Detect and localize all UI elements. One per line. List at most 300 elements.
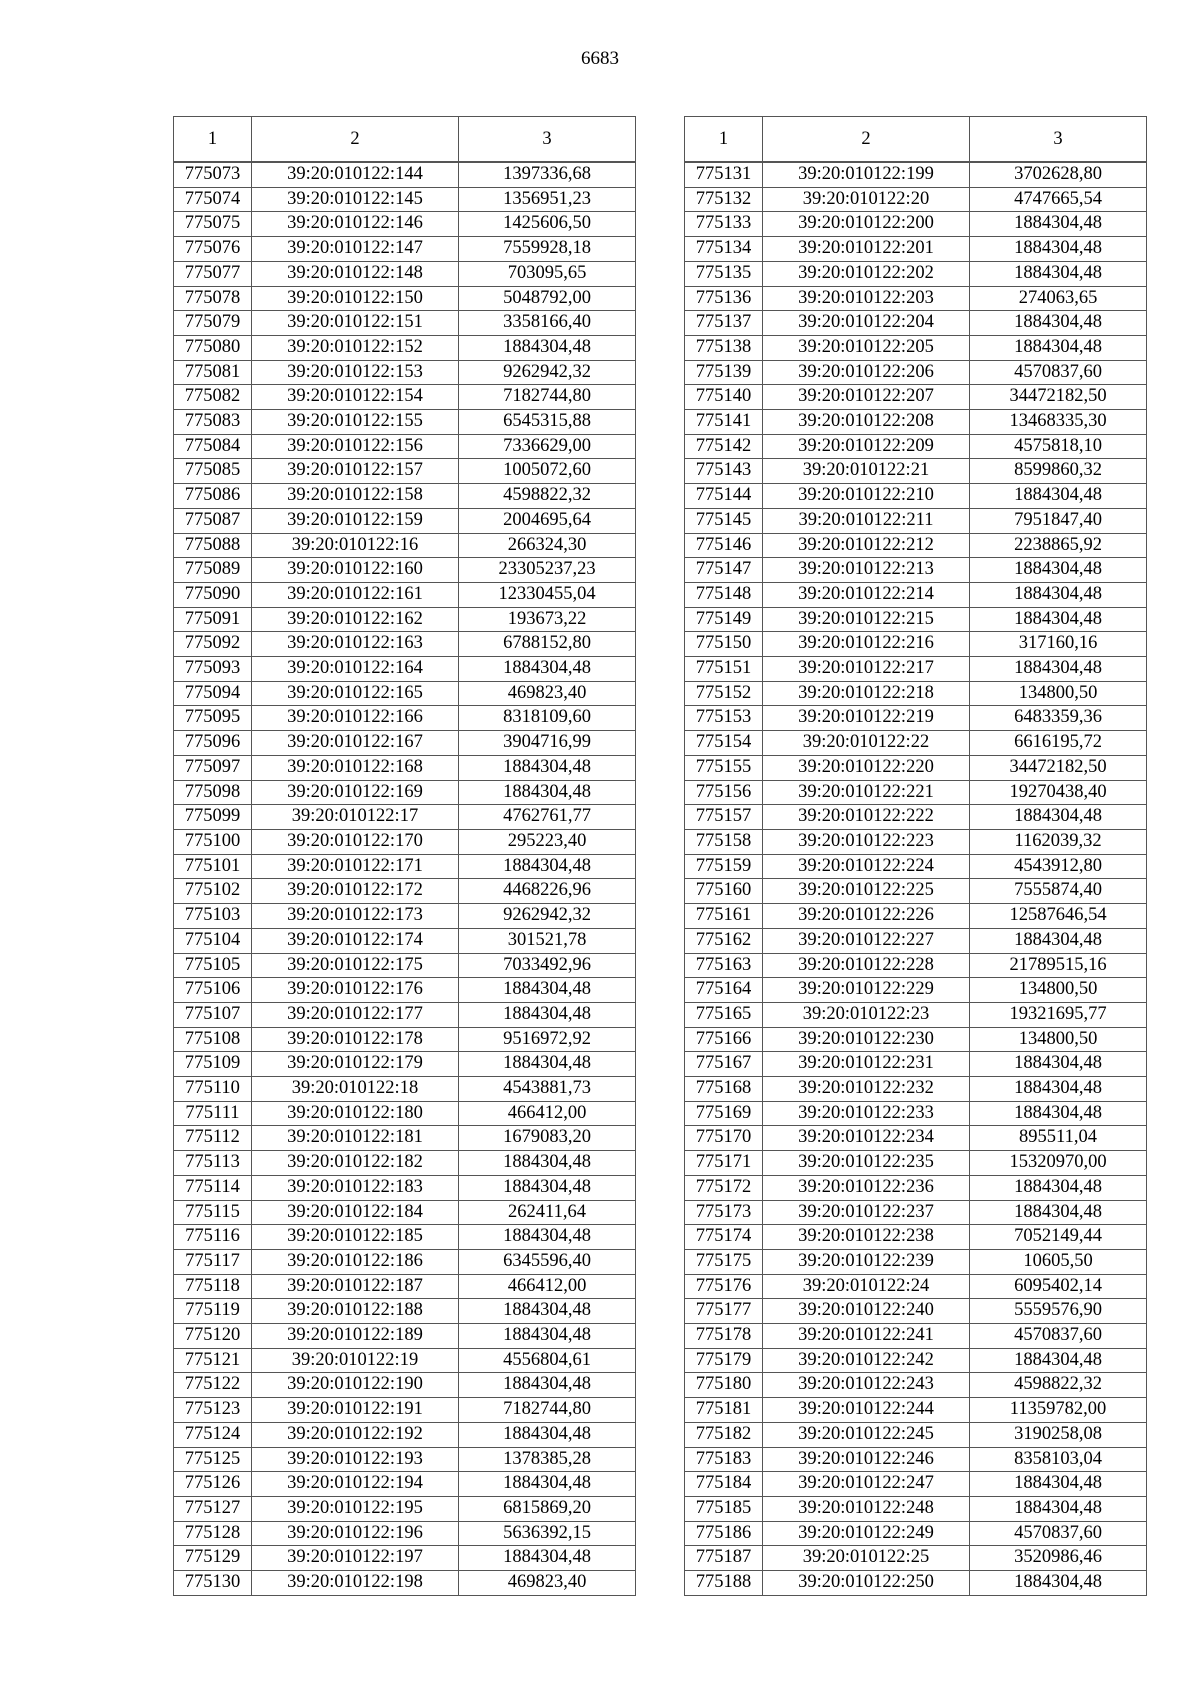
cadastral-number-cell: 39:20:010122:160 (252, 558, 459, 583)
value-cell: 1884304,48 (459, 1225, 636, 1250)
cadastral-number-cell: 39:20:010122:146 (252, 212, 459, 237)
table-row (174, 978, 636, 1003)
value-cell: 1884304,48 (970, 657, 1147, 682)
cadastral-number-cell: 39:20:010122:20 (763, 187, 970, 212)
cadastral-number-cell: 39:20:010122:158 (252, 484, 459, 509)
value-cell: 8318109,60 (459, 706, 636, 731)
cadastral-number-cell: 39:20:010122:236 (763, 1175, 970, 1200)
row-number-cell: 775140 (685, 385, 763, 410)
value-cell: 8358103,04 (970, 1447, 1147, 1472)
row-number-cell: 775099 (174, 805, 252, 830)
value-cell: 5559576,90 (970, 1299, 1147, 1324)
row-number-cell: 775107 (174, 1002, 252, 1027)
value-cell: 1679083,20 (459, 1126, 636, 1151)
row-number-cell: 775181 (685, 1398, 763, 1423)
row-number-cell: 775161 (685, 904, 763, 929)
row-number-cell: 775109 (174, 1052, 252, 1077)
value-cell: 1884304,48 (459, 1299, 636, 1324)
value-cell: 4570837,60 (970, 360, 1147, 385)
value-cell: 1884304,48 (970, 484, 1147, 509)
table-row (685, 385, 1147, 410)
row-number-cell: 775143 (685, 459, 763, 484)
table-row (685, 484, 1147, 509)
table-row (174, 1249, 636, 1274)
column-header: 2 (252, 117, 459, 163)
cadastral-number-cell: 39:20:010122:182 (252, 1151, 459, 1176)
value-cell: 1884304,48 (459, 1151, 636, 1176)
table-row (685, 953, 1147, 978)
cadastral-number-cell: 39:20:010122:154 (252, 385, 459, 410)
row-number-cell: 775091 (174, 607, 252, 632)
row-number-cell: 775081 (174, 360, 252, 385)
row-number-cell: 775184 (685, 1472, 763, 1497)
value-cell: 6788152,80 (459, 632, 636, 657)
row-number-cell: 775150 (685, 632, 763, 657)
table-row (685, 212, 1147, 237)
table-row (174, 1151, 636, 1176)
value-cell: 1884304,48 (459, 1546, 636, 1571)
table-row (174, 311, 636, 336)
cadastral-number-cell: 39:20:010122:17 (252, 805, 459, 830)
row-number-cell: 775138 (685, 335, 763, 360)
value-cell: 1884304,48 (459, 1052, 636, 1077)
value-cell: 1884304,48 (459, 780, 636, 805)
row-number-cell: 775120 (174, 1324, 252, 1349)
value-cell: 1162039,32 (970, 829, 1147, 854)
table-row (174, 286, 636, 311)
value-cell: 1884304,48 (970, 1348, 1147, 1373)
table-row (685, 1472, 1147, 1497)
value-cell: 1884304,48 (970, 1571, 1147, 1596)
table-row (174, 1496, 636, 1521)
row-number-cell: 775153 (685, 706, 763, 731)
cadastral-number-cell: 39:20:010122:22 (763, 731, 970, 756)
cadastral-number-cell: 39:20:010122:250 (763, 1571, 970, 1596)
table-row (174, 187, 636, 212)
table-row (685, 854, 1147, 879)
table-row (685, 1521, 1147, 1546)
row-number-cell: 775187 (685, 1546, 763, 1571)
table-row (174, 162, 636, 187)
value-cell: 262411,64 (459, 1200, 636, 1225)
row-number-cell: 775168 (685, 1077, 763, 1102)
table-row (685, 1546, 1147, 1571)
table-row (174, 360, 636, 385)
row-number-cell: 775170 (685, 1126, 763, 1151)
row-number-cell: 775087 (174, 508, 252, 533)
value-cell: 1884304,48 (459, 1373, 636, 1398)
row-number-cell: 775179 (685, 1348, 763, 1373)
row-number-cell: 775082 (174, 385, 252, 410)
value-cell: 9262942,32 (459, 360, 636, 385)
row-number-cell: 775137 (685, 311, 763, 336)
value-cell: 2238865,92 (970, 533, 1147, 558)
cadastral-number-cell: 39:20:010122:215 (763, 607, 970, 632)
row-number-cell: 775182 (685, 1422, 763, 1447)
row-number-cell: 775151 (685, 657, 763, 682)
value-cell: 295223,40 (459, 829, 636, 854)
column-header: 3 (459, 117, 636, 163)
value-cell: 1884304,48 (459, 1002, 636, 1027)
cadastral-number-cell: 39:20:010122:19 (252, 1348, 459, 1373)
value-cell: 7182744,80 (459, 385, 636, 410)
cadastral-number-cell: 39:20:010122:203 (763, 286, 970, 311)
row-number-cell: 775092 (174, 632, 252, 657)
row-number-cell: 775103 (174, 904, 252, 929)
row-number-cell: 775088 (174, 533, 252, 558)
value-cell: 4598822,32 (970, 1373, 1147, 1398)
row-number-cell: 775142 (685, 434, 763, 459)
value-cell: 3702628,80 (970, 162, 1147, 187)
row-number-cell: 775152 (685, 681, 763, 706)
row-number-cell: 775113 (174, 1151, 252, 1176)
table-row (685, 1200, 1147, 1225)
cadastral-number-cell: 39:20:010122:144 (252, 162, 459, 187)
table-row (685, 1225, 1147, 1250)
row-number-cell: 775095 (174, 706, 252, 731)
value-cell: 1884304,48 (970, 1496, 1147, 1521)
cadastral-number-cell: 39:20:010122:16 (252, 533, 459, 558)
value-cell: 1884304,48 (459, 1324, 636, 1349)
value-cell: 317160,16 (970, 632, 1147, 657)
value-cell: 1884304,48 (970, 335, 1147, 360)
value-cell: 6616195,72 (970, 731, 1147, 756)
value-cell: 3520986,46 (970, 1546, 1147, 1571)
value-cell: 6815869,20 (459, 1496, 636, 1521)
value-cell: 1884304,48 (970, 212, 1147, 237)
table-row (174, 1027, 636, 1052)
table-row (174, 1521, 636, 1546)
value-cell: 6345596,40 (459, 1249, 636, 1274)
cadastral-number-cell: 39:20:010122:185 (252, 1225, 459, 1250)
table-row (685, 582, 1147, 607)
row-number-cell: 775136 (685, 286, 763, 311)
table-row (685, 434, 1147, 459)
cadastral-number-cell: 39:20:010122:210 (763, 484, 970, 509)
cadastral-number-cell: 39:20:010122:169 (252, 780, 459, 805)
table-row (685, 657, 1147, 682)
table-row (685, 928, 1147, 953)
row-number-cell: 775159 (685, 854, 763, 879)
value-cell: 19270438,40 (970, 780, 1147, 805)
value-cell: 4570837,60 (970, 1521, 1147, 1546)
cadastral-number-cell: 39:20:010122:145 (252, 187, 459, 212)
cadastral-number-cell: 39:20:010122:162 (252, 607, 459, 632)
table-row (174, 755, 636, 780)
row-number-cell: 775133 (685, 212, 763, 237)
cadastral-number-cell: 39:20:010122:171 (252, 854, 459, 879)
cadastral-number-cell: 39:20:010122:235 (763, 1151, 970, 1176)
page-number: 6683 (581, 48, 619, 69)
row-number-cell: 775075 (174, 212, 252, 237)
row-number-cell: 775122 (174, 1373, 252, 1398)
row-number-cell: 775076 (174, 237, 252, 262)
row-number-cell: 775096 (174, 731, 252, 756)
table-row (174, 385, 636, 410)
table-row (685, 879, 1147, 904)
value-cell: 1884304,48 (970, 1200, 1147, 1225)
table-row (685, 1175, 1147, 1200)
table-row (685, 1447, 1147, 1472)
cadastral-number-cell: 39:20:010122:199 (763, 162, 970, 187)
cadastral-number-cell: 39:20:010122:207 (763, 385, 970, 410)
cadastral-number-cell: 39:20:010122:172 (252, 879, 459, 904)
cadastral-number-cell: 39:20:010122:148 (252, 261, 459, 286)
table-row (174, 484, 636, 509)
value-cell: 1884304,48 (970, 805, 1147, 830)
table-row (174, 928, 636, 953)
value-cell: 19321695,77 (970, 1002, 1147, 1027)
row-number-cell: 775116 (174, 1225, 252, 1250)
value-cell: 466412,00 (459, 1274, 636, 1299)
value-cell: 1884304,48 (970, 928, 1147, 953)
value-cell: 703095,65 (459, 261, 636, 286)
column-header: 2 (763, 117, 970, 163)
table-row (685, 1348, 1147, 1373)
table-row (174, 1274, 636, 1299)
cadastral-number-cell: 39:20:010122:219 (763, 706, 970, 731)
table-row (685, 632, 1147, 657)
row-number-cell: 775144 (685, 484, 763, 509)
table-row (685, 286, 1147, 311)
row-number-cell: 775177 (685, 1299, 763, 1324)
column-header: 1 (685, 117, 763, 163)
table-row (685, 410, 1147, 435)
cadastral-number-cell: 39:20:010122:244 (763, 1398, 970, 1423)
table-row (685, 755, 1147, 780)
table-row (685, 1027, 1147, 1052)
cadastral-number-cell: 39:20:010122:188 (252, 1299, 459, 1324)
cadastral-number-cell: 39:20:010122:217 (763, 657, 970, 682)
table-row (174, 805, 636, 830)
row-number-cell: 775174 (685, 1225, 763, 1250)
value-cell: 1884304,48 (970, 1472, 1147, 1497)
value-cell: 7555874,40 (970, 879, 1147, 904)
row-number-cell: 775130 (174, 1571, 252, 1596)
row-number-cell: 775166 (685, 1027, 763, 1052)
value-cell: 3904716,99 (459, 731, 636, 756)
cadastral-number-cell: 39:20:010122:201 (763, 237, 970, 262)
column-header: 3 (970, 117, 1147, 163)
table-row (685, 607, 1147, 632)
table-row (174, 657, 636, 682)
value-cell: 4543912,80 (970, 854, 1147, 879)
table-row (685, 1249, 1147, 1274)
row-number-cell: 775172 (685, 1175, 763, 1200)
value-cell: 6483359,36 (970, 706, 1147, 731)
cadastral-number-cell: 39:20:010122:206 (763, 360, 970, 385)
row-number-cell: 775118 (174, 1274, 252, 1299)
value-cell: 1884304,48 (459, 755, 636, 780)
value-cell: 1884304,48 (459, 335, 636, 360)
row-number-cell: 775171 (685, 1151, 763, 1176)
cadastral-number-cell: 39:20:010122:245 (763, 1422, 970, 1447)
row-number-cell: 775124 (174, 1422, 252, 1447)
value-cell: 7052149,44 (970, 1225, 1147, 1250)
value-cell: 1884304,48 (970, 1077, 1147, 1102)
cadastral-number-cell: 39:20:010122:167 (252, 731, 459, 756)
cadastral-number-cell: 39:20:010122:187 (252, 1274, 459, 1299)
value-cell: 1884304,48 (459, 657, 636, 682)
cadastral-number-cell: 39:20:010122:239 (763, 1249, 970, 1274)
table-row (685, 237, 1147, 262)
table-row (174, 904, 636, 929)
cadastral-number-cell: 39:20:010122:238 (763, 1225, 970, 1250)
table-row (685, 780, 1147, 805)
table-row (685, 1126, 1147, 1151)
cadastral-number-cell: 39:20:010122:155 (252, 410, 459, 435)
table-row (685, 1373, 1147, 1398)
value-cell: 1884304,48 (970, 607, 1147, 632)
row-number-cell: 775148 (685, 582, 763, 607)
table-row (174, 607, 636, 632)
cadastral-number-cell: 39:20:010122:212 (763, 533, 970, 558)
row-number-cell: 775141 (685, 410, 763, 435)
cadastral-number-cell: 39:20:010122:163 (252, 632, 459, 657)
table-row (174, 1002, 636, 1027)
table-row (685, 1151, 1147, 1176)
cadastral-number-cell: 39:20:010122:208 (763, 410, 970, 435)
table-row (685, 508, 1147, 533)
cadastral-number-cell: 39:20:010122:175 (252, 953, 459, 978)
row-number-cell: 775121 (174, 1348, 252, 1373)
table-row (685, 558, 1147, 583)
value-cell: 7336629,00 (459, 434, 636, 459)
value-cell: 4575818,10 (970, 434, 1147, 459)
row-number-cell: 775135 (685, 261, 763, 286)
table-row (174, 632, 636, 657)
cadastral-number-cell: 39:20:010122:25 (763, 1546, 970, 1571)
cadastral-number-cell: 39:20:010122:196 (252, 1521, 459, 1546)
table-row (174, 1175, 636, 1200)
value-cell: 34472182,50 (970, 755, 1147, 780)
column-header: 1 (174, 117, 252, 163)
cadastral-number-cell: 39:20:010122:226 (763, 904, 970, 929)
cadastral-number-cell: 39:20:010122:232 (763, 1077, 970, 1102)
table-row (685, 261, 1147, 286)
cadastral-number-cell: 39:20:010122:221 (763, 780, 970, 805)
row-number-cell: 775147 (685, 558, 763, 583)
table-row (685, 1052, 1147, 1077)
value-cell: 12587646,54 (970, 904, 1147, 929)
row-number-cell: 775178 (685, 1324, 763, 1349)
cadastral-number-cell: 39:20:010122:153 (252, 360, 459, 385)
cadastral-number-cell: 39:20:010122:195 (252, 1496, 459, 1521)
table-row (174, 434, 636, 459)
cadastral-number-cell: 39:20:010122:157 (252, 459, 459, 484)
table-row (174, 1077, 636, 1102)
row-number-cell: 775127 (174, 1496, 252, 1521)
right-table-body (685, 162, 1147, 1595)
cadastral-number-cell: 39:20:010122:231 (763, 1052, 970, 1077)
value-cell: 15320970,00 (970, 1151, 1147, 1176)
table-row (685, 162, 1147, 187)
table-row (174, 1324, 636, 1349)
cadastral-number-cell: 39:20:010122:164 (252, 657, 459, 682)
row-number-cell: 775080 (174, 335, 252, 360)
cadastral-number-cell: 39:20:010122:147 (252, 237, 459, 262)
value-cell: 1884304,48 (459, 1472, 636, 1497)
row-number-cell: 775139 (685, 360, 763, 385)
cadastral-number-cell: 39:20:010122:161 (252, 582, 459, 607)
value-cell: 4543881,73 (459, 1077, 636, 1102)
value-cell: 1378385,28 (459, 1447, 636, 1472)
value-cell: 1884304,48 (459, 978, 636, 1003)
value-cell: 3358166,40 (459, 311, 636, 336)
table-row (174, 533, 636, 558)
cadastral-number-cell: 39:20:010122:242 (763, 1348, 970, 1373)
row-number-cell: 775117 (174, 1249, 252, 1274)
table-row (685, 187, 1147, 212)
cadastral-number-cell: 39:20:010122:150 (252, 286, 459, 311)
cadastral-number-cell: 39:20:010122:223 (763, 829, 970, 854)
table-row (174, 237, 636, 262)
table-row (174, 681, 636, 706)
value-cell: 266324,30 (459, 533, 636, 558)
row-number-cell: 775145 (685, 508, 763, 533)
table-row (174, 1225, 636, 1250)
value-cell: 134800,50 (970, 1027, 1147, 1052)
row-number-cell: 775078 (174, 286, 252, 311)
table-row (685, 335, 1147, 360)
value-cell: 1884304,48 (459, 1175, 636, 1200)
cadastral-number-cell: 39:20:010122:173 (252, 904, 459, 929)
row-number-cell: 775162 (685, 928, 763, 953)
cadastral-number-cell: 39:20:010122:200 (763, 212, 970, 237)
row-number-cell: 775104 (174, 928, 252, 953)
row-number-cell: 775129 (174, 1546, 252, 1571)
table-row (174, 854, 636, 879)
value-cell: 4570837,60 (970, 1324, 1147, 1349)
value-cell: 895511,04 (970, 1126, 1147, 1151)
cadastral-number-cell: 39:20:010122:240 (763, 1299, 970, 1324)
table-row (174, 508, 636, 533)
row-number-cell: 775119 (174, 1299, 252, 1324)
cadastral-number-cell: 39:20:010122:209 (763, 434, 970, 459)
row-number-cell: 775185 (685, 1496, 763, 1521)
value-cell: 469823,40 (459, 681, 636, 706)
row-number-cell: 775086 (174, 484, 252, 509)
cadastral-number-cell: 39:20:010122:166 (252, 706, 459, 731)
value-cell: 5636392,15 (459, 1521, 636, 1546)
cadastral-number-cell: 39:20:010122:202 (763, 261, 970, 286)
row-number-cell: 775101 (174, 854, 252, 879)
cadastral-number-cell: 39:20:010122:176 (252, 978, 459, 1003)
value-cell: 13468335,30 (970, 410, 1147, 435)
table-row (174, 1348, 636, 1373)
row-number-cell: 775128 (174, 1521, 252, 1546)
table-row (174, 1447, 636, 1472)
value-cell: 34472182,50 (970, 385, 1147, 410)
cadastral-number-cell: 39:20:010122:243 (763, 1373, 970, 1398)
row-number-cell: 775175 (685, 1249, 763, 1274)
row-number-cell: 775084 (174, 434, 252, 459)
table-row (685, 1398, 1147, 1423)
row-number-cell: 775173 (685, 1200, 763, 1225)
table-row (174, 706, 636, 731)
cadastral-number-cell: 39:20:010122:24 (763, 1274, 970, 1299)
table-row (685, 1274, 1147, 1299)
cadastral-number-cell: 39:20:010122:237 (763, 1200, 970, 1225)
value-cell: 1356951,23 (459, 187, 636, 212)
table-row (174, 459, 636, 484)
row-number-cell: 775106 (174, 978, 252, 1003)
value-cell: 1397336,68 (459, 162, 636, 187)
row-number-cell: 775074 (174, 187, 252, 212)
cadastral-number-cell: 39:20:010122:222 (763, 805, 970, 830)
row-number-cell: 775089 (174, 558, 252, 583)
cadastral-number-cell: 39:20:010122:190 (252, 1373, 459, 1398)
